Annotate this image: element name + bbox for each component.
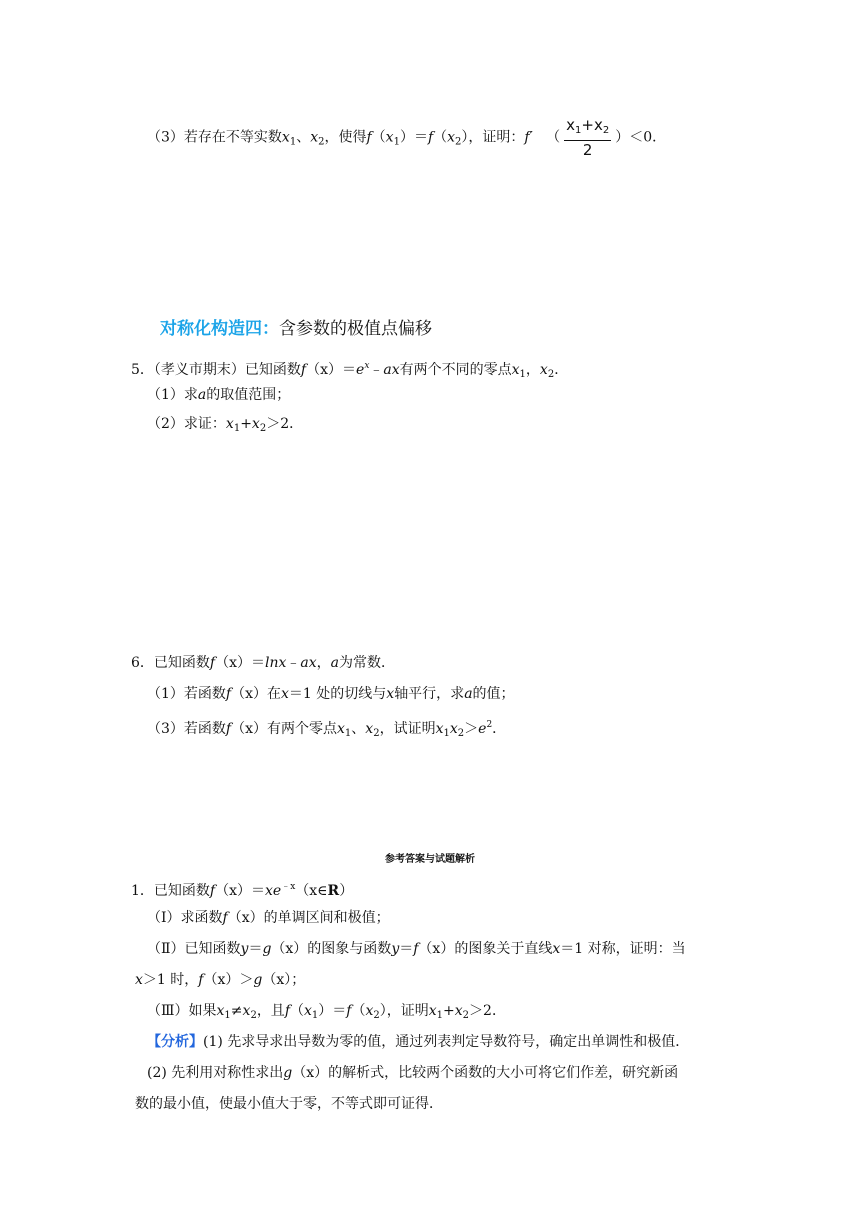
question-4-part-3: （3）若存在不等实数$x_1$、$x_2$，使得$f(x_1)=f(x_2)$，证明：f′ （ $\frac{x_1+x_2}{2}$ ）＜0． (147, 116, 667, 159)
question-6-part-1: （1）若函数f（x）在x＝1 处的切线与x轴平行，求a的值； (147, 686, 515, 702)
fraction-x1-plus-x2-over-2: $\frac{x_1+x_2}{2}$ (566, 116, 610, 159)
analysis-tag: 【分析】 (147, 1034, 203, 1050)
question-5-part-1: （1）求a的取值范围； (147, 387, 291, 403)
question-5-part-2: （2）求证：$x_1+x_2>2$． (147, 416, 304, 434)
section-heading (160, 317, 432, 341)
answer-1-part-iii: （Ⅲ）如果$x_1\ne x_2$，且$f(x_1)=f(x_2)$，证明$x_1+x_2>2$． (147, 1003, 506, 1021)
question-6-part-3: （3）若函数f（x）有两个零点$x_1$、$x_2$，试证明$x_1x_2>e^2$． (147, 720, 507, 739)
question-6-stem: 6．已知函数f（x）＝lnx﹣ax，a为常数． (131, 655, 396, 671)
question-5-stem: 5．（孝义市期末）已知函数$f(x)=e^x﹣ax$有两个不同的零点$x_1$，$x_2$． (131, 361, 569, 380)
analysis-line-1: 【分析】(1) 先求导求出导数为零的值，通过列表判定导数符号，确定出单调性和极值． (147, 1034, 690, 1050)
section-title-text: 含参数的极值点偏移 (279, 319, 432, 339)
answers-heading: 参考答案与试题解析 (385, 854, 475, 865)
answer-1-part-ii-continued: x＞1 时，f（x）＞g（x）； (135, 972, 306, 988)
answer-1-part-i: （Ⅰ）求函数f（x）的单调区间和极值； (147, 910, 390, 926)
answer-1-stem: 1．已知函数$f(x)=xe^{﹣x}(x\in R)$ (131, 882, 354, 899)
analysis-line-2: (2) 先利用对称性求出g（x）的解析式，比较两个函数的大小可将它们作差，研究新函 (147, 1065, 679, 1081)
answer-1-part-ii: （Ⅱ）已知函数y＝g（x）的图象与函数y＝f（x）的图象关于直线x＝1 对称，证明：当 (147, 941, 686, 957)
section-label: 对称化构造四： (160, 319, 279, 339)
analysis-line-3: 数的最小值，使最小值大于零，不等式即可证得． (135, 1096, 443, 1112)
